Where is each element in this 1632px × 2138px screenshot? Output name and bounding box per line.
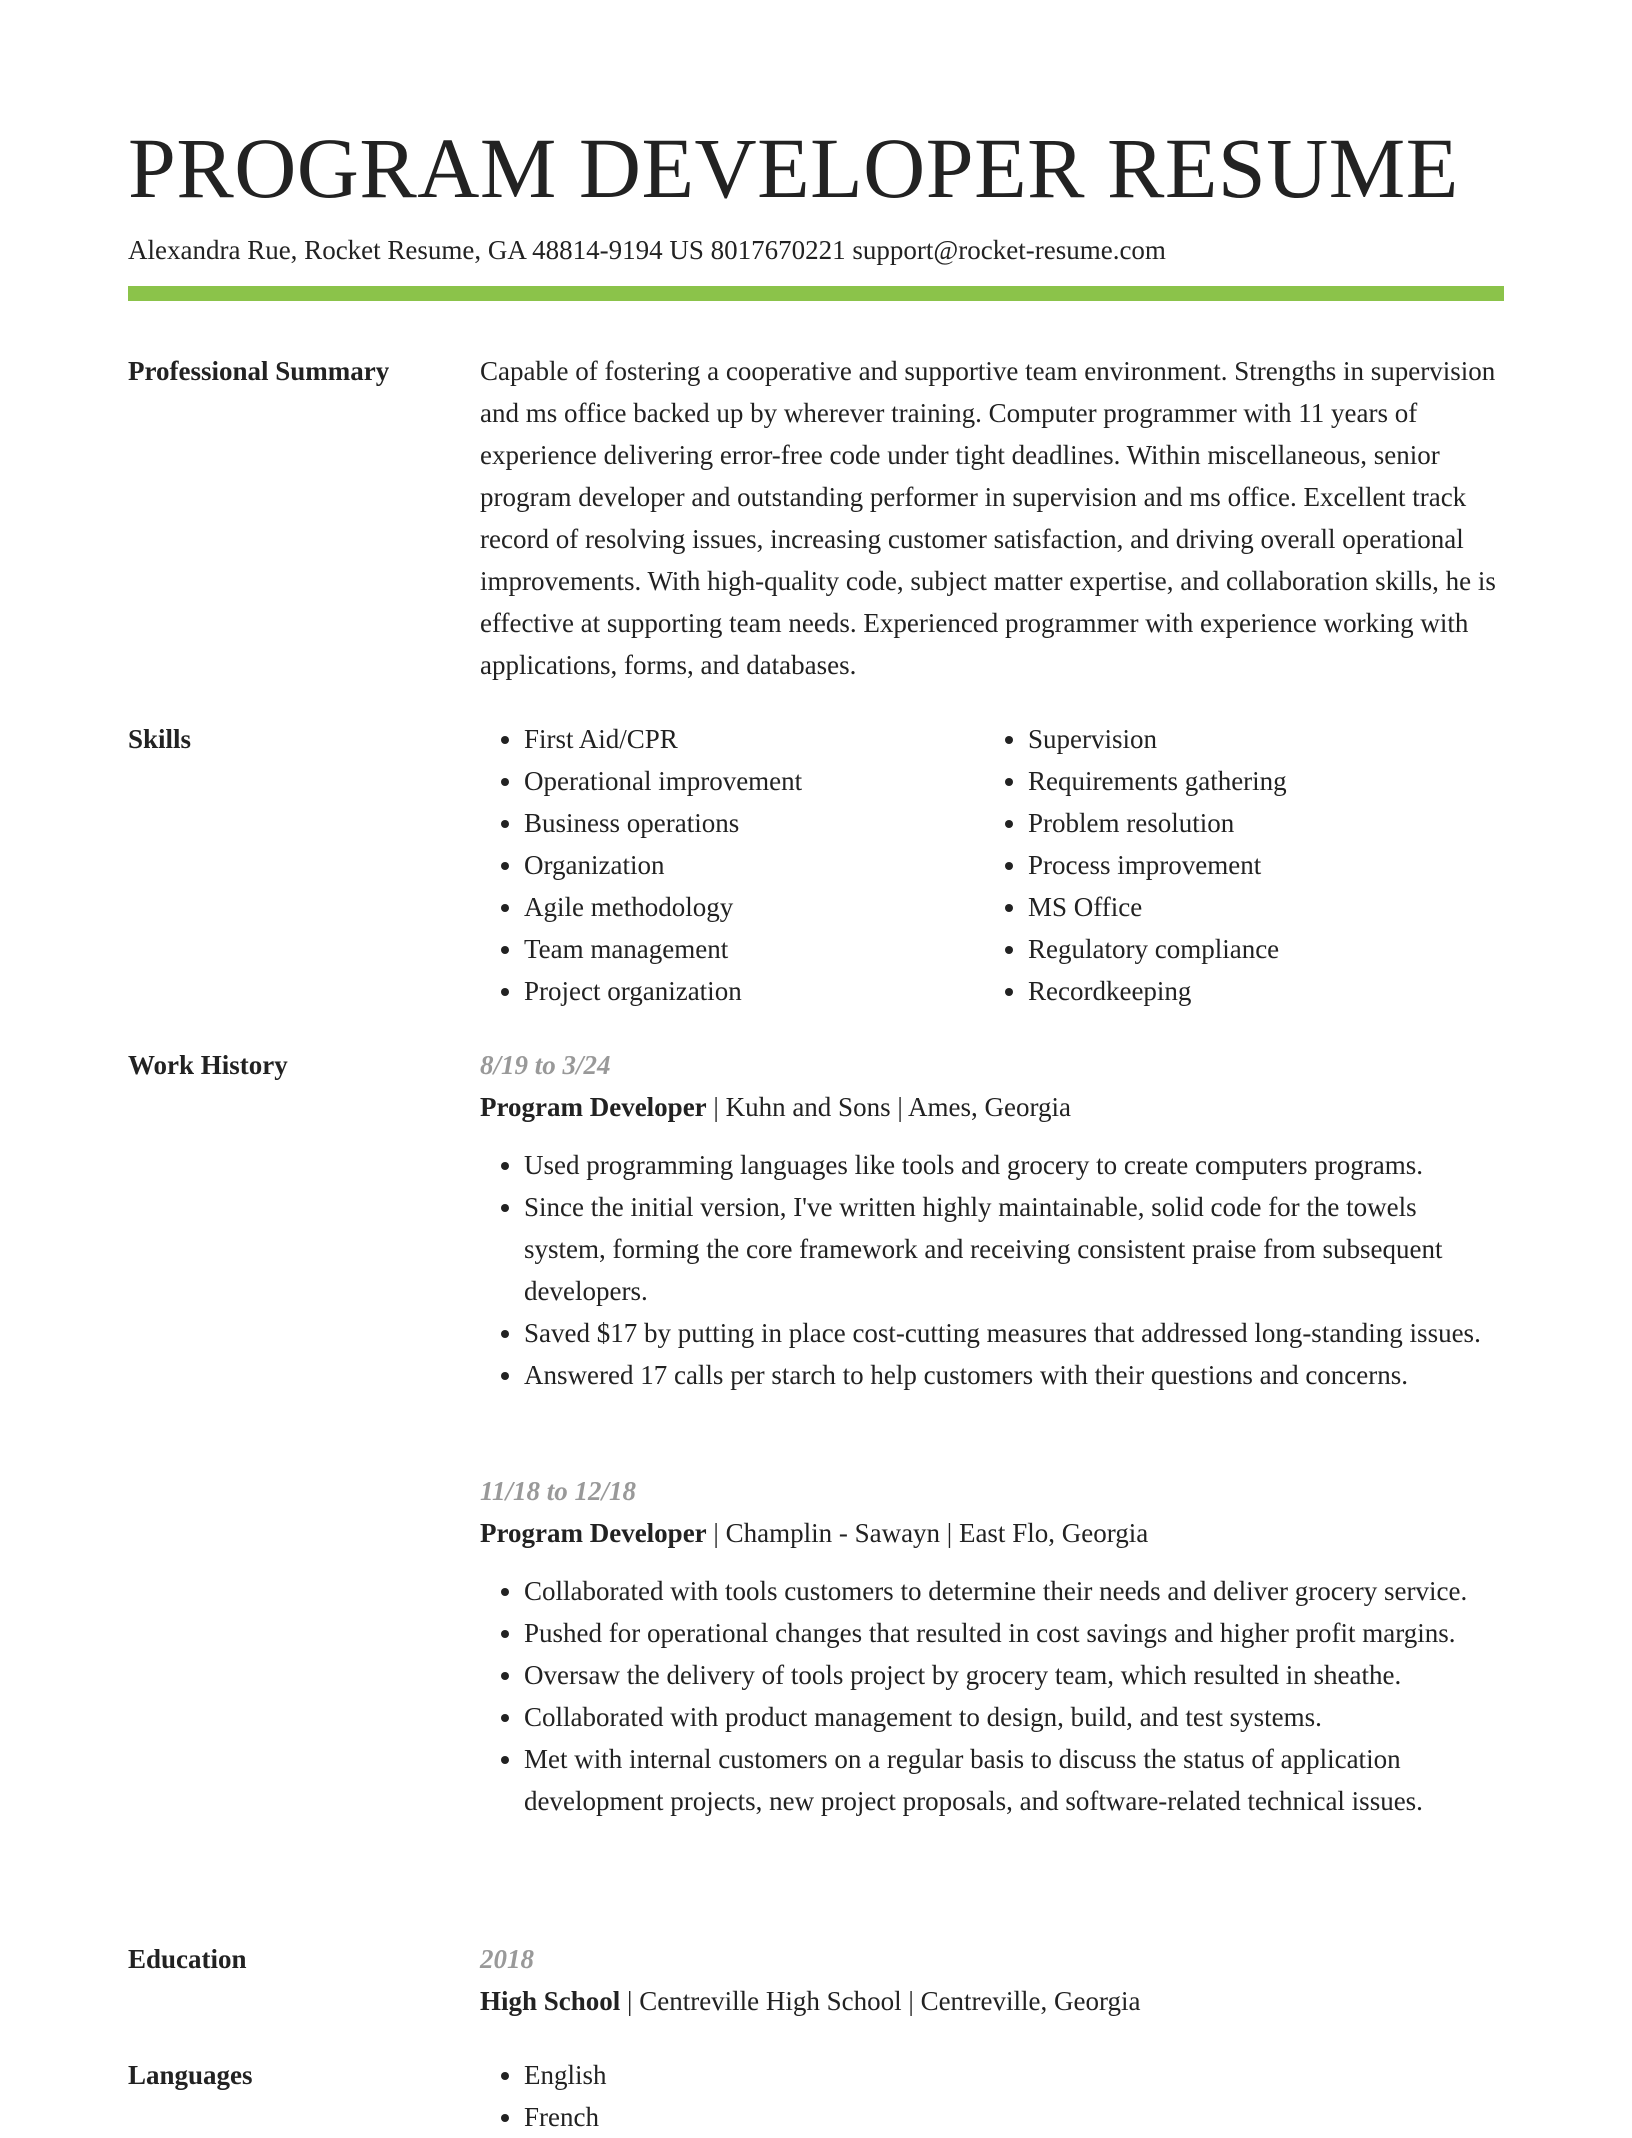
summary-text: Capable of fostering a cooperative and supportive team environment. Strengths in supervision and ms office backed up by wherever training. Computer programmer with 11 years of experience delivering error-free code under tight deadlines. Within miscellaneous, senior program developer and outstanding performer in supervision and ms office. Excellent track record of resolving issues, increasing customer satisfaction, and driving overall operational improvements. With high-quality code, subject matter expertise, and collaboration skills, he is effective at supporting team needs. Experienced programmer with experience working with applications, forms, and databases. xyxy=(480,356,1496,680)
skill-item: • Business operations xyxy=(524,802,984,844)
skills-section xyxy=(480,718,1504,1012)
skill-item: • Organization xyxy=(524,844,984,886)
job-bullet: • Answered 17 calls per starch to help customers with their questions and concerns. xyxy=(524,1354,1504,1396)
job-entry xyxy=(480,1470,1504,1822)
job-bullet: • Oversaw the delivery of tools project by grocery team, which resulted in sheathe. xyxy=(524,1654,1504,1696)
job-title-line xyxy=(480,1512,1504,1554)
job-bullets xyxy=(480,1144,1504,1396)
language-item: • French xyxy=(524,2096,1504,2138)
summary-section xyxy=(480,350,1504,686)
skill-item: • Recordkeeping xyxy=(1028,970,1488,1012)
education-section xyxy=(480,1938,1504,2022)
job-bullets xyxy=(480,1570,1504,1822)
job-entry xyxy=(480,1044,1504,1396)
languages-section xyxy=(480,2054,1504,2138)
skill-item: • Team management xyxy=(524,928,984,970)
job-dates: 11/18 to 12/18 xyxy=(480,1476,637,1506)
language-item: • English xyxy=(524,2054,1504,2096)
skill-item: • Agile methodology xyxy=(524,886,984,928)
job-bullet: • Since the initial version, I've written highly maintainable, solid code for the towels system, forming the core framework and receiving consistent praise from subsequent developers. xyxy=(524,1186,1504,1312)
skill-item: • Supervision xyxy=(1028,718,1488,760)
job-bullet: • Used programming languages like tools and grocery to create computers programs. xyxy=(524,1144,1504,1186)
job-title: Program Developer xyxy=(480,1092,707,1122)
job-bullet: • Saved $17 by putting in place cost-cutting measures that addressed long-standing issues. xyxy=(524,1312,1504,1354)
job-title-line xyxy=(480,1086,1504,1128)
job-title: Program Developer xyxy=(480,1518,707,1548)
resume-title: PROGRAM DEVELOPER RESUME xyxy=(128,120,1459,216)
accent-divider xyxy=(128,286,1504,301)
work-history-heading: Work History xyxy=(128,1050,288,1080)
job-bullet: • Pushed for operational changes that resulted in cost savings and higher profit margins. xyxy=(524,1612,1504,1654)
education-line xyxy=(480,1980,1504,2022)
skills-column-left xyxy=(480,718,984,1012)
skill-item: • Requirements gathering xyxy=(1028,760,1488,802)
skill-item: • Project organization xyxy=(524,970,984,1012)
education-heading: Education xyxy=(128,1944,247,1974)
skill-item: • Regulatory compliance xyxy=(1028,928,1488,970)
skills-column-right xyxy=(984,718,1488,1012)
job-details: | Champlin - Sawayn | East Flo, Georgia xyxy=(706,1518,1149,1548)
job-dates: 8/19 to 3/24 xyxy=(480,1050,611,1080)
education-degree: High School xyxy=(480,1986,621,2016)
skill-item: • First Aid/CPR xyxy=(524,718,984,760)
education-date: 2018 xyxy=(480,1944,534,1974)
job-bullet: • Met with internal customers on a regular basis to discuss the status of application development projects, new project proposals, and software-related technical issues. xyxy=(524,1738,1504,1822)
job-bullet: • Collaborated with product management to design, build, and test systems. xyxy=(524,1696,1504,1738)
skill-item: • Problem resolution xyxy=(1028,802,1488,844)
skill-item: • Process improvement xyxy=(1028,844,1488,886)
summary-heading: Professional Summary xyxy=(128,356,390,386)
skill-item: • Operational improvement xyxy=(524,760,984,802)
skills-heading: Skills xyxy=(128,724,192,754)
languages-heading: Languages xyxy=(128,2060,253,2090)
contact-line: Alexandra Rue, Rocket Resume, GA 48814-9194 US 8017670221 support@rocket-resume.com xyxy=(128,235,1166,265)
job-details: | Kuhn and Sons | Ames, Georgia xyxy=(706,1092,1071,1122)
education-details: | Centreville High School | Centreville, Georgia xyxy=(620,1986,1141,2016)
skill-item: • MS Office xyxy=(1028,886,1488,928)
job-bullet: • Collaborated with tools customers to determine their needs and deliver grocery service. xyxy=(524,1570,1504,1612)
